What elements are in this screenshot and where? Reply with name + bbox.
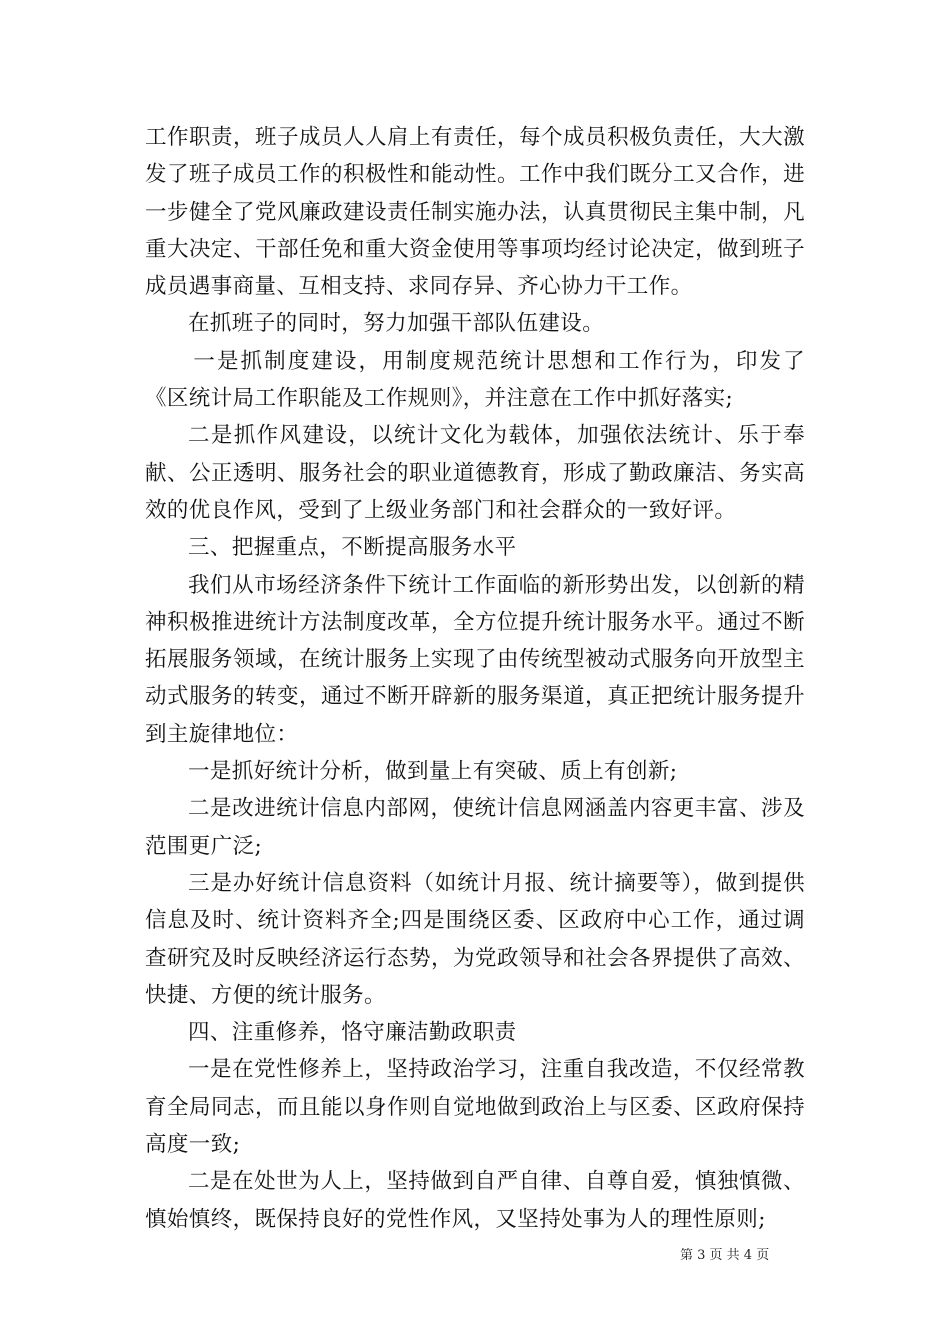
section-heading-4: 四、注重修养，恪守廉洁勤政职责 [188,1020,517,1046]
paragraph-team-building: 在抓班子的同时，努力加强干部队伍建设。 [188,311,605,337]
paragraph-system-building: 一是抓制度建设，用制度规范统计思想和工作行为，印发了《区统计局工作职能及工作规则》，并注意在工作中抓好落实; [145,348,805,412]
paragraph-intranet: 二是改进统计信息内部网，使统计信息网涵盖内容更丰富、涉及范围更广泛; [145,796,805,859]
paragraph-conduct: 二是在处世为人上，坚持做到自严自律、自尊自爱，慎独慎微、慎始慎终，既保持良好的党性作风，又坚持处事为人的理性原则; [145,1169,805,1232]
document-body [145,119,805,1238]
paragraph-style-building: 二是抓作风建设，以统计文化为载体，加强依法统计、乐于奉献、公正透明、服务社会的职业道德教育，形成了勤政廉洁、务实高效的优良作风，受到了上级业务部门和社会群众的一致好评。 [145,423,805,523]
paragraph-analysis: 一是抓好统计分析，做到量上有突破、质上有创新; [188,759,678,785]
paragraph-materials: 三是办好统计信息资料（如统计月报、统计摘要等），做到提供信息及时、统计资料齐全;四是围绕区委、区政府中心工作，通过调查研究及时反映经济运行态势，为党政领导和社会各界提供了高效、快捷、方便的统计服务。 [145,870,805,1008]
page-number: 第 3 页 共 4 页 [680,1248,770,1263]
paragraph-party-spirit: 一是在党性修养上，坚持政治学习，注重自我改造，不仅经常教育全局同志，而且能以身作则自觉地做到政治上与区委、区政府保持高度一致; [145,1057,805,1158]
paragraph-service-reform: 我们从市场经济条件下统计工作面临的新形势出发，以创新的精神积极推进统计方法制度改革，全方位提升统计服务水平。通过不断拓展服务领域，在统计服务上实现了由传统型被动式服务向开放型主动式服务的转变，通过不断开辟新的服务渠道，真正把统计服务提升到主旋律地位： [145,572,805,747]
section-heading-3: 三、把握重点，不断提高服务水平 [188,535,517,561]
paragraph-duty: 工作职责，班子成员人人肩上有责任，每个成员积极负责任，大大激发了班子成员工作的积极性和能动性。工作中我们既分工又合作，进一步健全了党风廉政建设责任制实施办法，认真贯彻民主集中制，凡重大决定、干部任免和重大资金使用等事项均经讨论决定，做到班子成员遇事商量、互相支持、求同存异、齐心协力干工作。 [145,125,805,300]
